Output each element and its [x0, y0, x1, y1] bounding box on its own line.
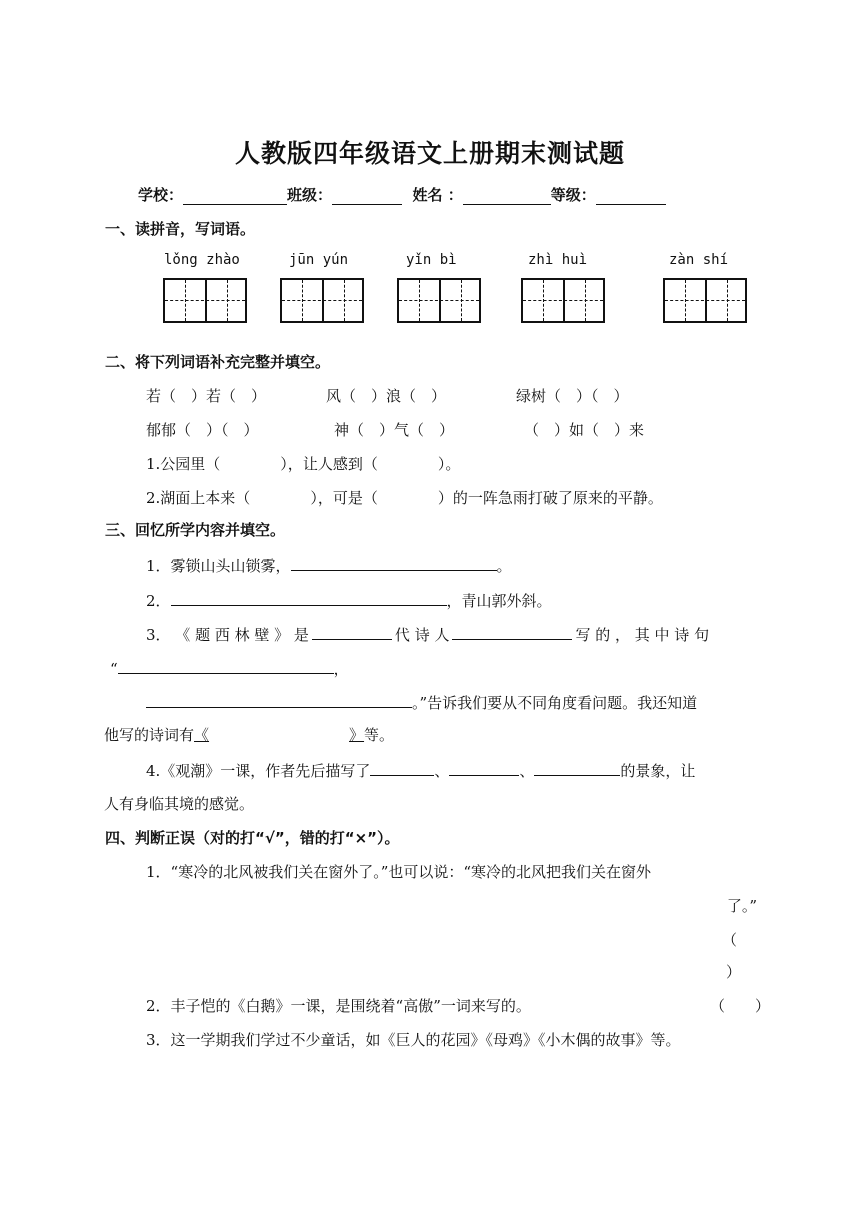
student-info-line [138, 184, 666, 205]
writing-box-4[interactable] [521, 278, 605, 323]
pinyin-2: jūn yún [289, 252, 349, 268]
judge-q1-paren-close: ） [726, 963, 742, 981]
fill-sentence-1: 1.公园里（ ），让人感到（ ）。 [146, 455, 461, 473]
grade-field[interactable] [596, 190, 666, 205]
pinyin-3: yǐn bì [406, 252, 457, 268]
judge-q1: 1．“寒冷的北风被我们关在窗外了。”也可以说：“寒冷的北风把我们关在窗外 [146, 863, 652, 881]
judge-q1-paren-open: （ [722, 931, 738, 949]
judge-q2-answer[interactable]: （ ） [710, 997, 771, 1015]
judge-q2: 2．丰子恺的《白鹅》一课，是围绕着“高傲”一词来写的。 [146, 997, 531, 1015]
pinyin-1: lǒng zhào [164, 252, 240, 268]
class-field[interactable] [332, 190, 402, 205]
idiom-5: 神（ ）气（ ） [334, 421, 455, 439]
idiom-4: 郁郁（ ）（ ） [146, 421, 259, 439]
idiom-3: 绿树（ ）（ ） [516, 387, 629, 405]
school-field[interactable] [183, 190, 287, 205]
section-1-heading: 一、读拼音，写词语。 [105, 220, 256, 238]
recall-q2: 2． ，青山郭外斜。 [146, 592, 552, 610]
class-label: 班级： [287, 186, 333, 204]
recall-q3-line4: 他写的诗词有《 》等。 [104, 726, 395, 744]
idiom-6: （ ）如（ ）来 [524, 421, 645, 439]
judge-q3: 3．这一学期我们学过不少童话，如《巨人的花园》《母鸡》《小木偶的故事》等。 [146, 1031, 681, 1049]
pinyin-5: zàn shí [669, 252, 729, 268]
section-2-heading: 二、将下列词语补充完整并填空。 [105, 353, 331, 371]
page-title: 人教版四年级语文上册期末测试题 [234, 139, 625, 168]
section-4-heading: 四、判断正误（对的打“√”，错的打“×”）。 [105, 829, 400, 847]
recall-q3-line2: “ ， [110, 660, 349, 678]
name-label: 姓名 ： [412, 186, 463, 204]
pinyin-4: zhì huì [528, 252, 588, 268]
section-3-heading: 三、回忆所学内容并填空。 [105, 521, 286, 539]
writing-box-2[interactable] [280, 278, 364, 323]
grade-label: 等级： [550, 186, 596, 204]
recall-q1: 1．雾锁山头山锁雾， 。 [146, 557, 512, 575]
idiom-2: 风（ ）浪（ ） [326, 387, 447, 405]
name-field[interactable] [463, 190, 551, 205]
writing-box-3[interactable] [397, 278, 481, 323]
school-label: 学校： [138, 186, 184, 204]
writing-box-1[interactable] [163, 278, 247, 323]
recall-q3-line3: 。”告诉我们要从不同角度看问题。我还知道 [146, 692, 697, 713]
idiom-1: 若（ ）若（ ） [146, 387, 267, 405]
recall-q4-line2: 人有身临其境的感觉。 [104, 795, 255, 813]
recall-q3-line1: 3． 《 题 西 林 壁 》 是 代 诗 人 写 的 ， 其 中 诗 句 [146, 626, 710, 644]
judge-q1-cont: 了。” [726, 897, 757, 915]
writing-box-5[interactable] [663, 278, 747, 323]
recall-q4-line1: 4.《观潮》一课，作者先后描写了 、 、 的景象，让 [146, 762, 696, 780]
fill-sentence-2: 2.湖面上本来（ ），可是（ ）的一阵急雨打破了原来的平静。 [146, 489, 663, 507]
